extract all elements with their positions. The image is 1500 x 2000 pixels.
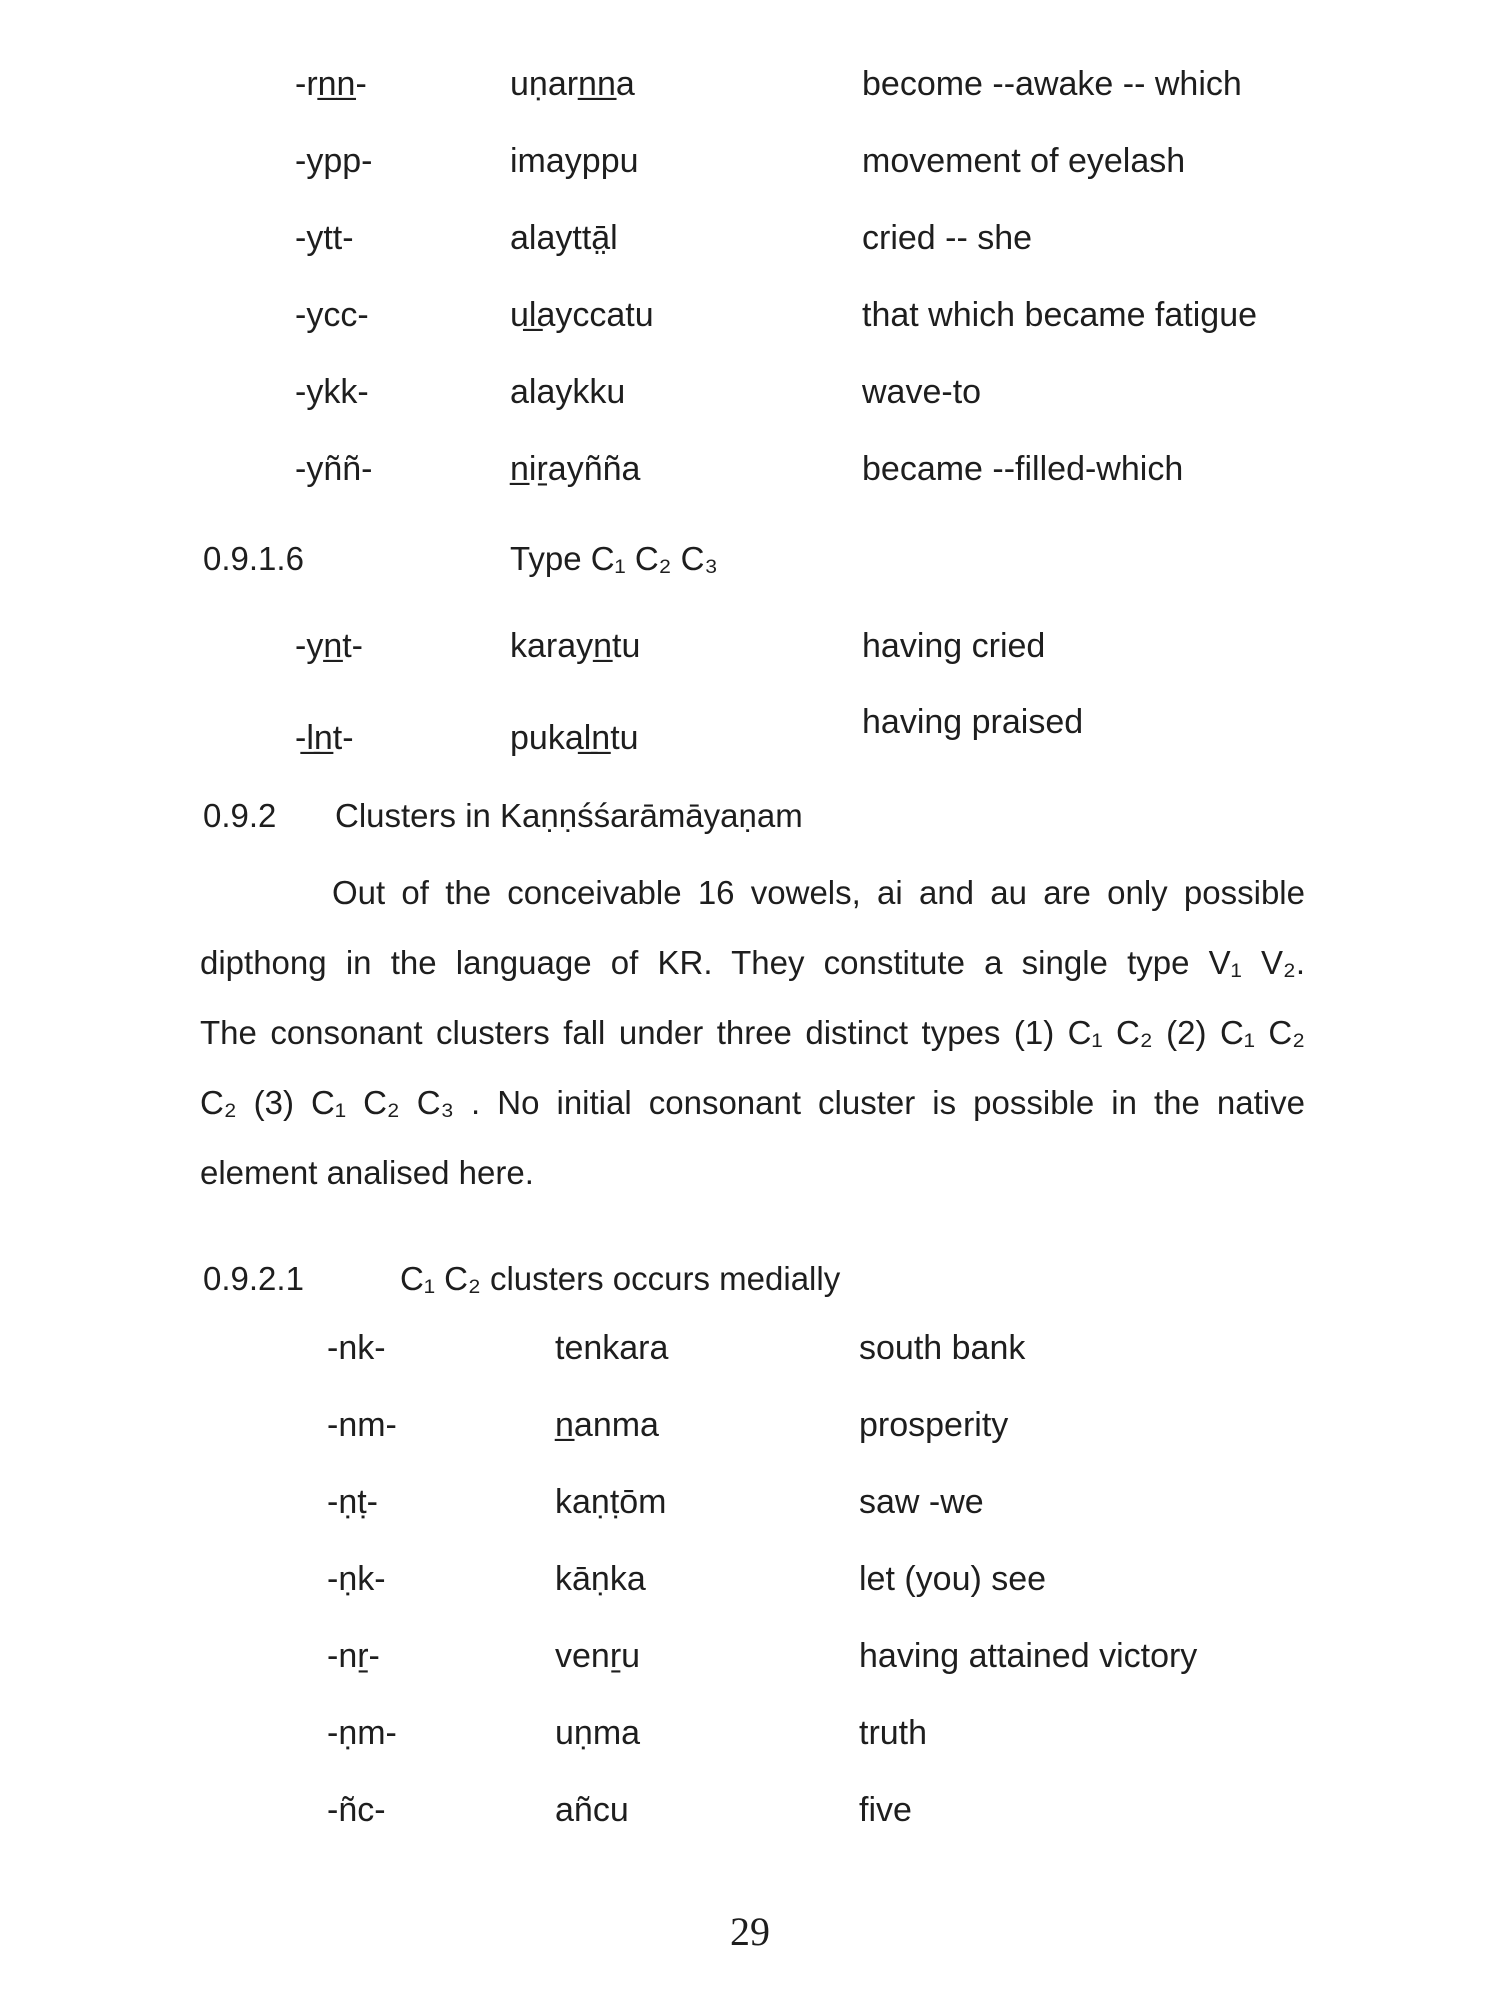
cluster-cell: -ṇṭ- [327,1483,378,1521]
word-cell: alayttā̤l [510,219,618,257]
section-heading: C₁ C₂ clusters occurs medially [400,1260,841,1297]
table-row [0,208,1500,268]
paragraph-line: C₂ (3) C₁ C₂ C₃ . No initial consonant cluster is possible in the native [200,1084,1305,1121]
word-cell: pukal̲n̲tu [510,719,639,757]
word-cell: kāṇka [555,1560,646,1598]
cluster-cell: -ṇm- [327,1714,397,1752]
word-cell: n̲iṟayñña [510,450,641,488]
word-cell: uṇma [555,1714,641,1752]
body-paragraph [200,858,1305,1208]
gloss-cell: five [859,1791,912,1829]
section-number: 0.9.1.6 [203,540,304,577]
gloss-cell: became --filled-which [862,450,1184,488]
cluster-cell: -l̲n̲t- [295,719,354,757]
table-row [0,1780,1500,1840]
gloss-cell: movement of eyelash [862,142,1186,180]
cluster-cell: -nm- [327,1406,397,1444]
table-row [0,439,1500,499]
gloss-cell: wave-to [862,373,982,411]
section-number: 0.9.2.1 [203,1260,304,1297]
table-row [0,703,1500,768]
paragraph-line: dipthong in the language of KR. They constitute a single type V₁ V₂. [200,944,1305,981]
page-number: 29 [730,1909,770,1954]
table-row [0,54,1500,114]
word-cell: alaykku [510,373,626,411]
gloss-cell: let (you) see [859,1560,1047,1598]
section-heading: Clusters in Kaṇṇśśarāmāyaṇam [335,797,803,834]
table-row [0,1703,1500,1763]
word-cell: añcu [555,1791,629,1829]
word-cell: n̲anma [555,1406,659,1444]
paragraph-line: Out of the conceivable 16 vowels, ai and au are only possible [332,874,1305,911]
paragraph-line: element analised here. [200,1154,534,1191]
word-cell: kaṇṭōm [555,1483,667,1521]
cluster-cell: -ycc- [295,296,369,334]
cluster-cell: -nk- [327,1329,386,1367]
word-cell: venṟu [555,1637,641,1675]
gloss-cell: having attained victory [859,1637,1198,1675]
table-row [0,1395,1500,1455]
table-row [0,1549,1500,1609]
table-row [0,1626,1500,1686]
gloss-cell: become --awake -- which [862,65,1242,103]
cluster-cell: -rn̲n̲- [295,65,367,103]
word-cell: uṇarn̲n̲a [510,65,635,103]
cluster-cell: -ñc- [327,1791,386,1829]
section-heading: Type C₁ C₂ C₃ [510,540,718,577]
table-row [0,1318,1500,1378]
gloss-cell: saw -we [859,1483,984,1521]
gloss-cell: prosperity [859,1406,1009,1444]
gloss-cell: south bank [859,1329,1026,1367]
table-row [0,131,1500,191]
word-cell: ul̲ayccatu [510,296,654,334]
table-row [0,285,1500,345]
word-cell: imayppu [510,142,639,180]
gloss-cell: having cried [862,627,1046,665]
cluster-cell: -ytt- [295,219,354,257]
paragraph-line: The consonant clusters fall under three distinct types (1) C₁ C₂ (2) C₁ C₂ [200,1014,1305,1051]
word-cell: karayn̲tu [510,627,641,665]
section-number: 0.9.2 [203,797,277,834]
gloss-cell: that which became fatigue [862,296,1258,334]
table-row [0,1472,1500,1532]
cluster-cell: -ṇk- [327,1560,386,1598]
cluster-cell: -ypp- [295,142,373,180]
cluster-cell: -ykk- [295,373,369,411]
cluster-cell: -nṟ- [327,1637,380,1675]
gloss-cell: cried -- she [862,219,1033,257]
table-row [0,362,1500,422]
word-cell: tenkara [555,1329,669,1367]
gloss-cell: truth [859,1714,928,1752]
cluster-cell: -yññ- [295,450,373,488]
table-row [0,616,1500,676]
gloss-cell: having praised [862,703,1084,741]
cluster-cell: -yn̲t- [295,627,363,665]
